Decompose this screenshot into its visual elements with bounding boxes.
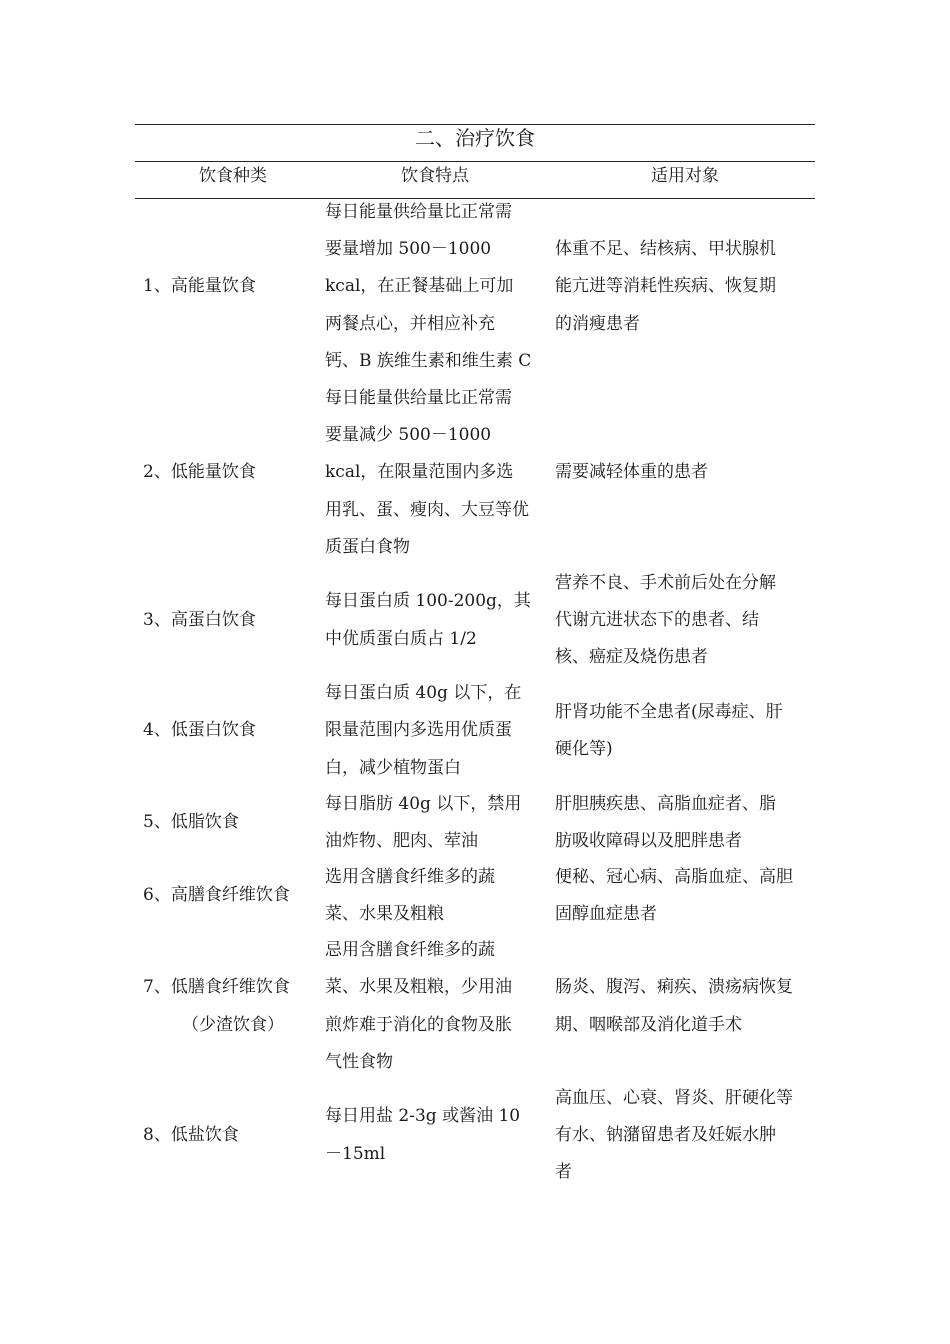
table-row	[135, 1080, 815, 1191]
diet-features-cell: 每日脂肪 40g 以下，禁用 油炸物、肥肉、荤油	[325, 793, 522, 851]
table-row	[135, 932, 815, 1081]
table-row	[135, 675, 815, 787]
diet-features-cell: 每日用盐 2-3g 或酱油 10 －15ml	[325, 1106, 521, 1164]
table-row	[135, 565, 815, 676]
diet-features-cell: 每日能量供给量比正常需 要量增加 500－1000 kcal，在正餐基础上可加 两餐点心，并相应补充 钙、B 族维生素和维生素 C	[325, 202, 532, 371]
diet-type-cell: 8、低盐饮食	[143, 1124, 239, 1145]
diet-features-cell: 选用含膳食纤维多的蔬 菜、水果及粗粮	[325, 866, 495, 924]
header-diet-features: 饮食特点	[401, 166, 469, 186]
diet-type-cell: 5、低脂饮食	[143, 812, 239, 833]
table-title: 二、治疗饮食	[415, 126, 535, 150]
diet-type-cell: 6、高膳食纤维饮食	[143, 885, 290, 906]
diet-features-cell: 每日蛋白质 40g 以下，在 限量范围内多选用优质蛋 白，减少植物蛋白	[325, 683, 522, 778]
target-group-cell: 高血压、心衰、肾炎、肝硬化等 有水、钠潴留患者及妊娠水肿 者	[555, 1087, 793, 1183]
header-diet-type: 饮食种类	[199, 166, 267, 186]
diet-features-cell: 每日蛋白质 100-200g，其 中优质蛋白质占 1/2	[325, 591, 531, 649]
table-row	[135, 194, 815, 380]
target-group-cell: 肝胆胰疾患、高脂血症者、脂 肪吸收障碍以及肥胖患者	[555, 793, 776, 851]
table-row	[135, 859, 815, 933]
diet-type-cell: 4、低蛋白饮食	[143, 720, 256, 741]
target-group-cell: 肝肾功能不全患者(尿毒症、肝 硬化等)	[555, 701, 783, 759]
diet-type-cell: 7、低膳食纤维饮食 （少渣饮食）	[143, 977, 290, 1035]
target-group-cell: 体重不足、结核病、甲状腺机 能亢进等消耗性疾病、恢复期 的消瘦患者	[555, 239, 776, 334]
table-row	[135, 380, 815, 566]
diet-features-cell: 忌用含膳食纤维多的蔬 菜、水果及粗粮，少用油 煎炸难于消化的食物及胀 气性食物	[325, 940, 512, 1072]
diet-type-cell: 1、高能量饮食	[143, 276, 256, 297]
diet-type-cell: 3、高蛋白饮食	[143, 609, 256, 630]
target-group-cell: 肠炎、腹泻、痢疾、溃疡病恢复 期、咽喉部及消化道手术	[555, 977, 793, 1035]
target-group-cell: 需要减轻体重的患者	[555, 462, 708, 483]
diet-features-cell: 每日能量供给量比正常需 要量减少 500－1000 kcal，在限量范围内多选 用乳、蛋、瘦肉、大豆等优 质蛋白食物	[325, 388, 529, 557]
target-group-cell: 便秘、冠心病、高脂血症、高胆 固醇血症患者	[555, 866, 793, 924]
header-target-group: 适用对象	[651, 166, 719, 186]
diet-type-cell: 2、低能量饮食	[143, 462, 256, 483]
target-group-cell: 营养不良、手术前后处在分解 代谢亢进状态下的患者、结 核、癌症及烧伤患者	[555, 572, 776, 668]
table-row	[135, 786, 815, 860]
